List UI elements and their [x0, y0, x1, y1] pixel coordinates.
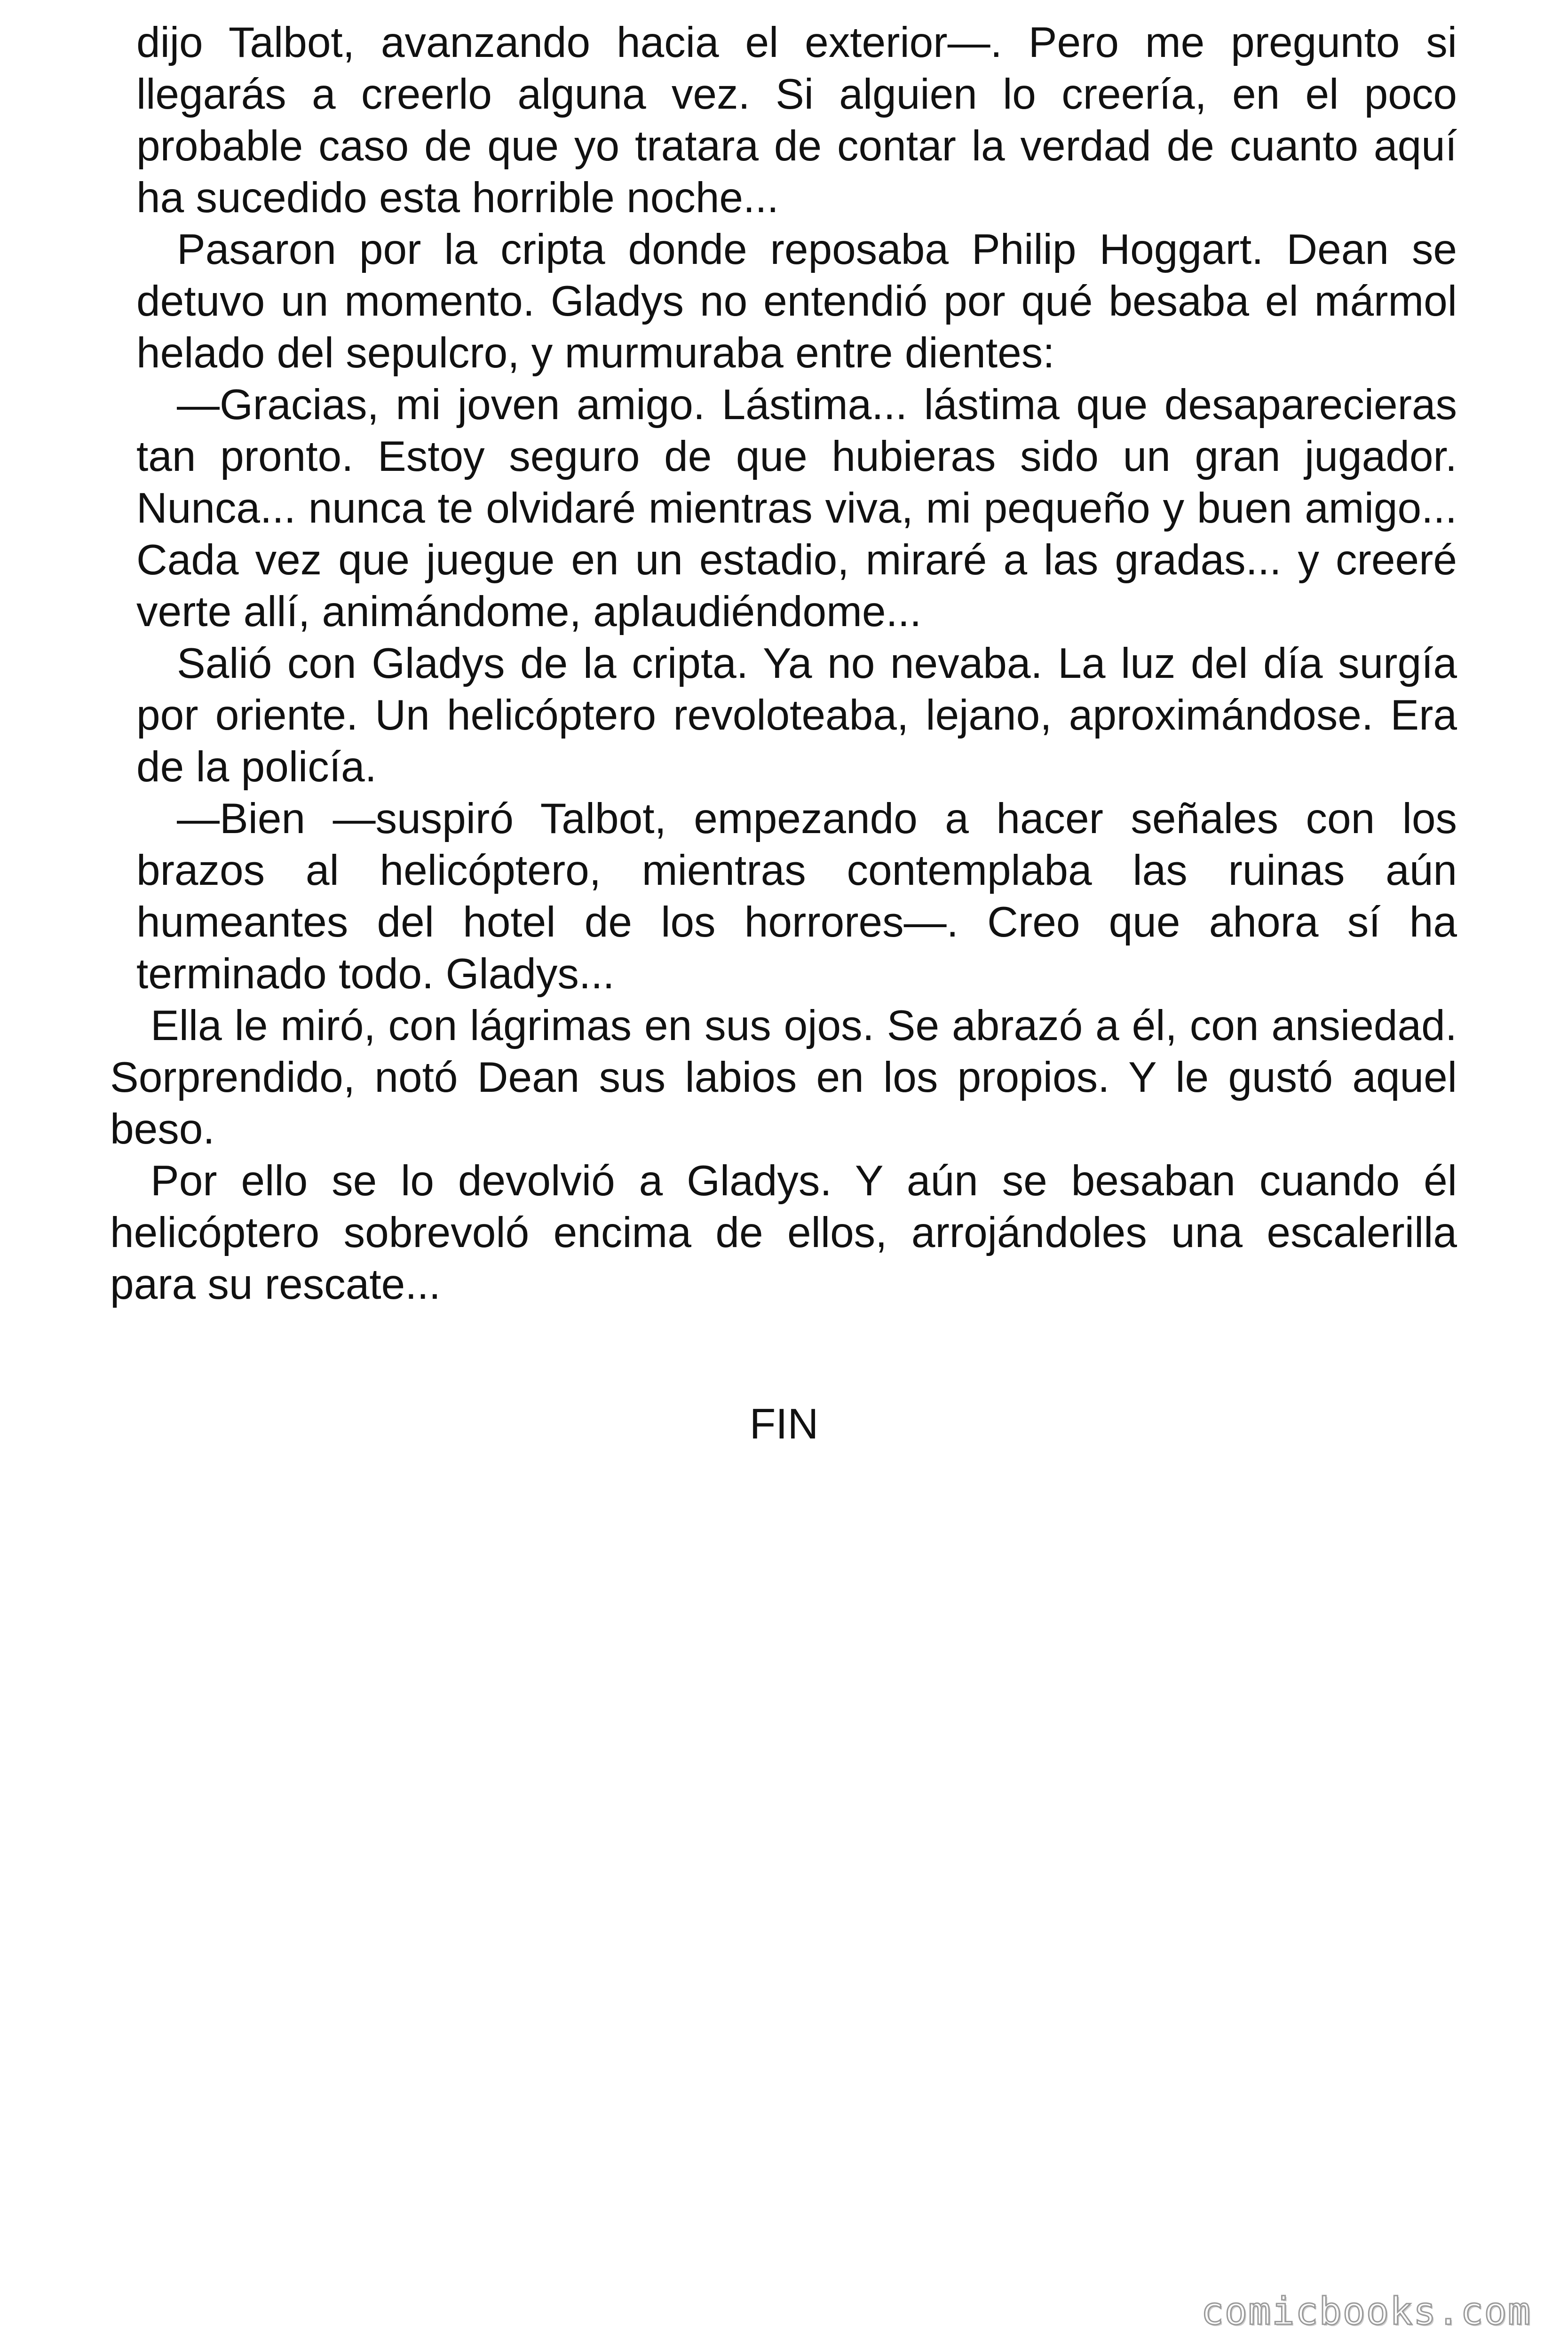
indented-section	[136, 17, 1457, 1000]
paragraph-helicopter-signal: —Bien —suspiró Talbot, empezando a hacer señales con los brazos al helicóptero, mientras contemplaba las ruinas aún humeantes del hotel de los horrores—. Creo que ahora sí ha terminado todo. Gladys...	[136, 795, 1457, 998]
end-mark: FIN	[749, 1400, 819, 1448]
paragraph-embrace: Ella le miró, con lágrimas en sus ojos. Se abrazó a él, con ansiedad. Sorprendido, notó Dean sus labios en los propios. Y le gustó aquel beso.	[110, 1002, 1457, 1153]
watermark-logo: comicbooks.com	[1201, 2289, 1531, 2333]
paragraph-leaving-crypt: Salió con Gladys de la cripta. Ya no nevaba. La luz del día surgía por oriente. Un helicóptero revoloteaba, lejano, aproximándose. Era de la policía.	[136, 640, 1457, 791]
paragraph-crypt: Pasaron por la cripta donde reposaba Philip Hoggart. Dean se detuvo un momento. Gladys no entendió por qué besaba el mármol helado del sepulcro, y murmuraba entre dientes:	[136, 226, 1457, 377]
body-text	[110, 17, 1457, 1311]
paragraph-rescue: Por ello se lo devolvió a Gladys. Y aún se besaban cuando él helicóptero sobrevoló encima de ellos, arrojándoles una escalerilla para su rescate...	[110, 1157, 1457, 1308]
paragraph-talbot-speech: dijo Talbot, avanzando hacia el exterior—. Pero me pregunto si llegarás a creerlo alguna vez. Si alguien lo creería, en el poco probable caso de que yo tratara de contar la verdad de cuanto aquí ha sucedido esta horrible noche...	[136, 19, 1457, 222]
paragraph-dean-farewell: —Gracias, mi joven amigo. Lástima... lástima que desaparecieras tan pronto. Estoy seguro de que hubieras sido un gran jugador. Nunca... nunca te olvidaré mientras viva, mi pequeño y buen amigo... Cada vez que juegue en un estadio, miraré a las gradas... y creeré verte allí, animándome, aplaudiéndome...	[136, 381, 1457, 636]
